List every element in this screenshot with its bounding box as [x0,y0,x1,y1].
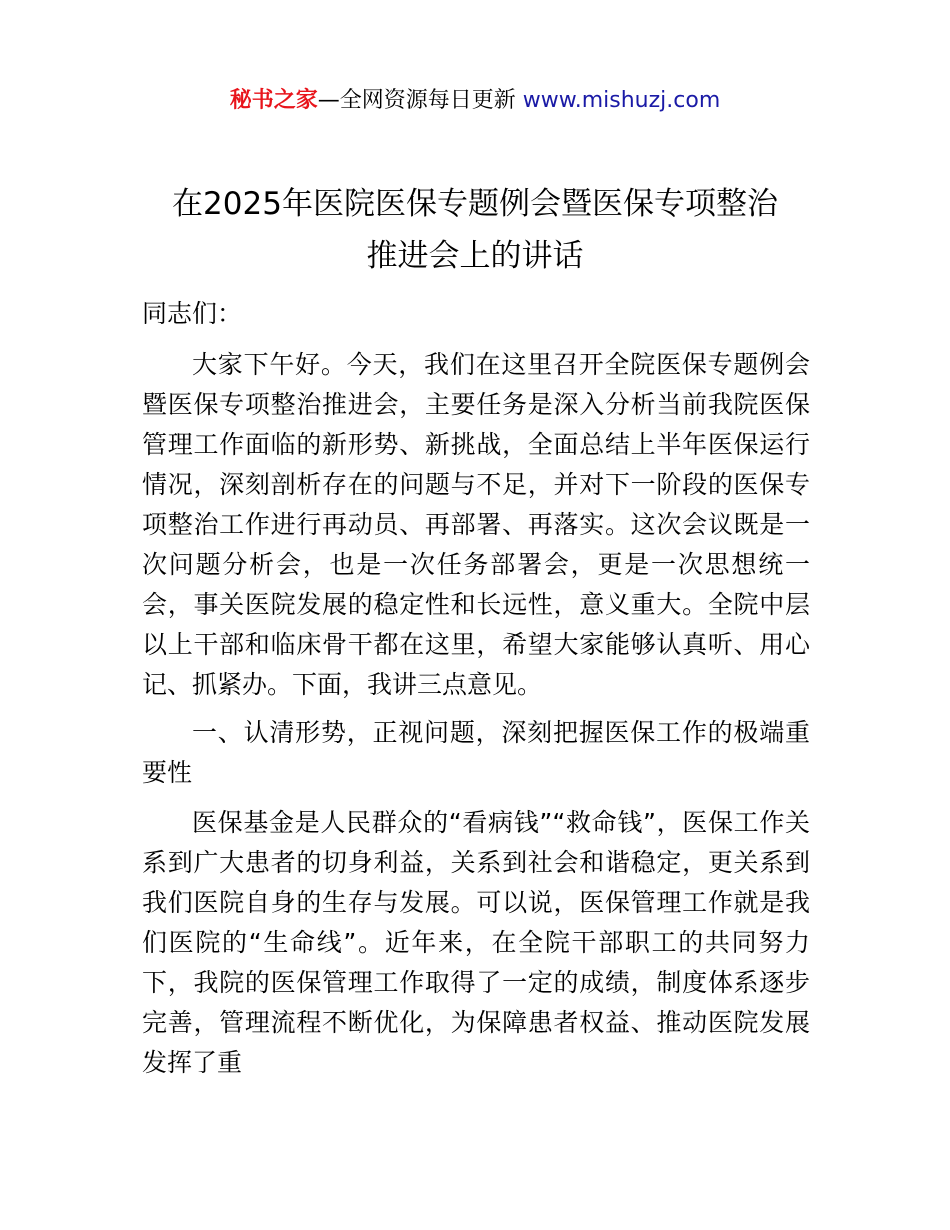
document-title [60,178,890,282]
paragraph-intro: 大家下午好。今天，我们在这里召开全院医保专题例会暨医保专项整治推进会，主要任务是深入分析当前我院医保管理工作面临的新形势、新挑战，全面总结上半年医保运行情况，深刻剖析存在的问题与不足，并对下一阶段的医保专项整治工作进行再动员、再部署、再落实。这次会议既是一次问题分析会，也是一次任务部署会，更是一次思想统一会，事关医院发展的稳定性和长远性，意义重大。全院中层以上干部和临床骨干都在这里，希望大家能够认真听、用心记、抓紧办。下面，我讲三点意见。 [142,350,810,699]
brand-name: 秘书之家 [229,88,318,113]
document-body [142,345,810,1091]
site-url-link[interactable]: www.mishuzj.com [522,88,721,113]
salutation: 同志们： [142,299,243,328]
title-line-1: 在2025年医院医保专题例会暨医保专项整治 [172,186,778,222]
header-slogan: —全网资源每日更新 [317,88,516,113]
paragraph-section-1: 医保基金是人民群众的“看病钱”“救命钱”，医保工作关系到广大患者的切身利益，关系到社会和谐稳定，更关系到我们医院自身的生存与发展。可以说，医保管理工作就是我们医院的“生命线”。近年来，在全院干部职工的共同努力下，我院的医保管理工作取得了一定的成绩，制度体系逐步完善，管理流程不断优化，为保障患者权益、推动医院发展发挥了重 [142,808,810,1077]
title-line-2: 推进会上的讲话 [366,238,584,274]
section-heading-1: 一、认清形势，正视问题，深刻把握医保工作的极端重要性 [142,718,810,787]
site-header [0,86,950,116]
